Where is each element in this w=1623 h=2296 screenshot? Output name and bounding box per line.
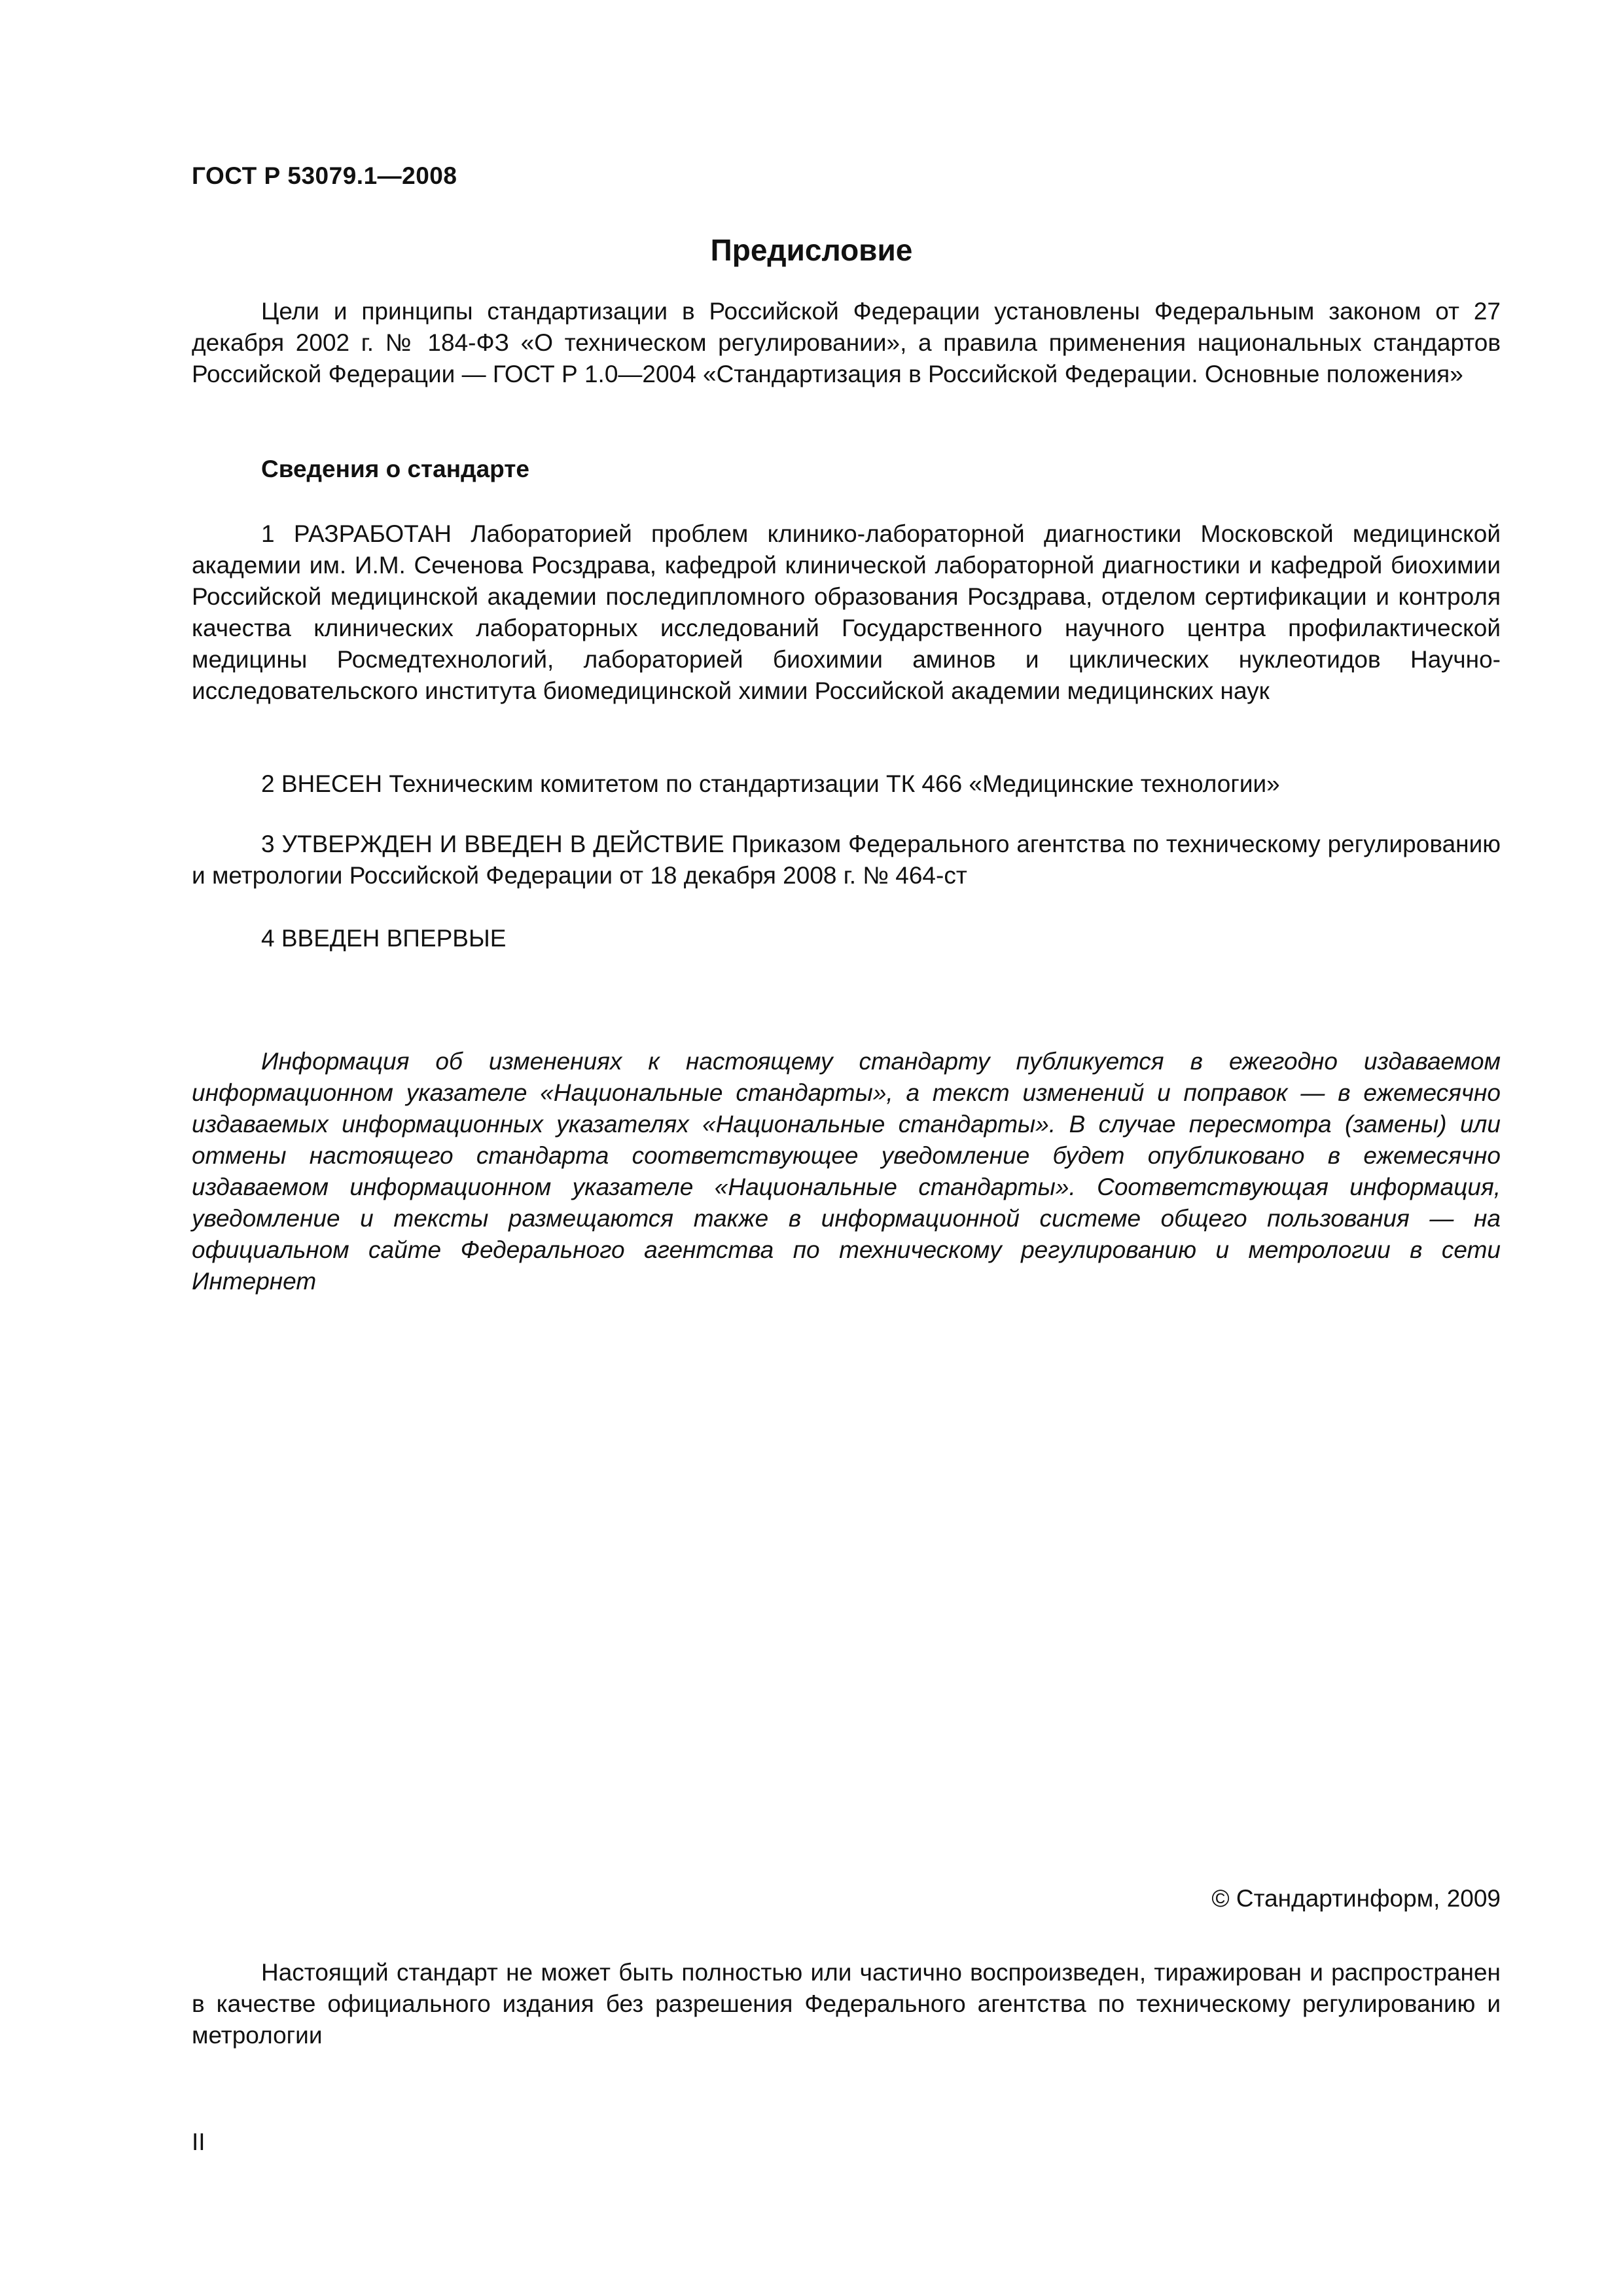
item-3 [192, 829, 1501, 891]
item-4-label: 4 ВВЕДЕН ВПЕРВЫЕ [261, 925, 507, 952]
item-1-label: 1 РАЗРАБОТАН [261, 520, 452, 547]
info-heading: Сведения о стандарте [261, 456, 529, 482]
page-title: Предисловие [710, 233, 913, 267]
item-3-text: Приказом Федерального агентства по техническому регулированию и метрологии Российской Федерации от 18 декабря 2008 г. № 464-ст [192, 831, 1501, 889]
item-2 [192, 768, 1501, 800]
item-4 [192, 923, 1501, 954]
copyright: © Стандартинформ, 2009 [1211, 1885, 1501, 1912]
item-2-text: Техническим комитетом по стандартизации ТК 466 «Медицинские технологии» [382, 770, 1280, 797]
document-code: ГОСТ Р 53079.1—2008 [192, 162, 457, 189]
item-2-label: 2 ВНЕСЕН [261, 770, 383, 797]
page-number: II [192, 2128, 205, 2155]
item-1 [192, 518, 1501, 707]
item-3-label: 3 УТВЕРЖДЕН И ВВЕДЕН В ДЕЙСТВИЕ [261, 831, 724, 857]
item-1-text: Лабораторией проблем клинико-лабораторной диагностики Московской медицинской академии им. И.М. Сеченова Росздрава, кафедрой клинической лабораторной диагностики и кафедрой биохимии Российской медицинской академии последипломного образования Росздрава, отделом сертификации и контроля качества клинических лабораторных исследований Государственного научного центра профилактической медицины Росмедтехнологий, лабораторией биохимии аминов и циклических нуклеотидов Научно-исследовательского института биомедицинской химии Российской академии медицинских наук [192, 520, 1501, 704]
footer-notice: Настоящий стандарт не может быть полностью или частично воспроизведен, тиражирован и распространен в качестве официального издания без разрешения Федерального агентства по техническому регулированию и метрологии [192, 1959, 1501, 2049]
notice-paragraph: Информация об изменениях к настоящему стандарту публикуется в ежегодно издаваемом информационном указателе «Национальные стандарты», а текст изменений и поправок — в ежемесячно издаваемых информационных указателях «Национальные стандарты». В случае пересмотра (замены) или отмены настоящего стандарта соответствующее уведомление будет опубликовано в ежемесячно издаваемом информационном указателе «Национальные стандарты». Соответствующая информация, уведомление и тексты размещаются также в информационной системе общего пользования — на официальном сайте Федерального агентства по техническому регулированию и метрологии в сети Интернет [192, 1048, 1501, 1295]
intro-paragraph: Цели и принципы стандартизации в Российской Федерации установлены Федеральным законом от 27 декабря 2002 г. № 184-ФЗ «О техническом регулировании», а правила применения национальных стандартов Российской Федерации — ГОСТ Р 1.0—2004 «Стандартизация в Российской Федерации. Основные положения» [192, 298, 1501, 387]
